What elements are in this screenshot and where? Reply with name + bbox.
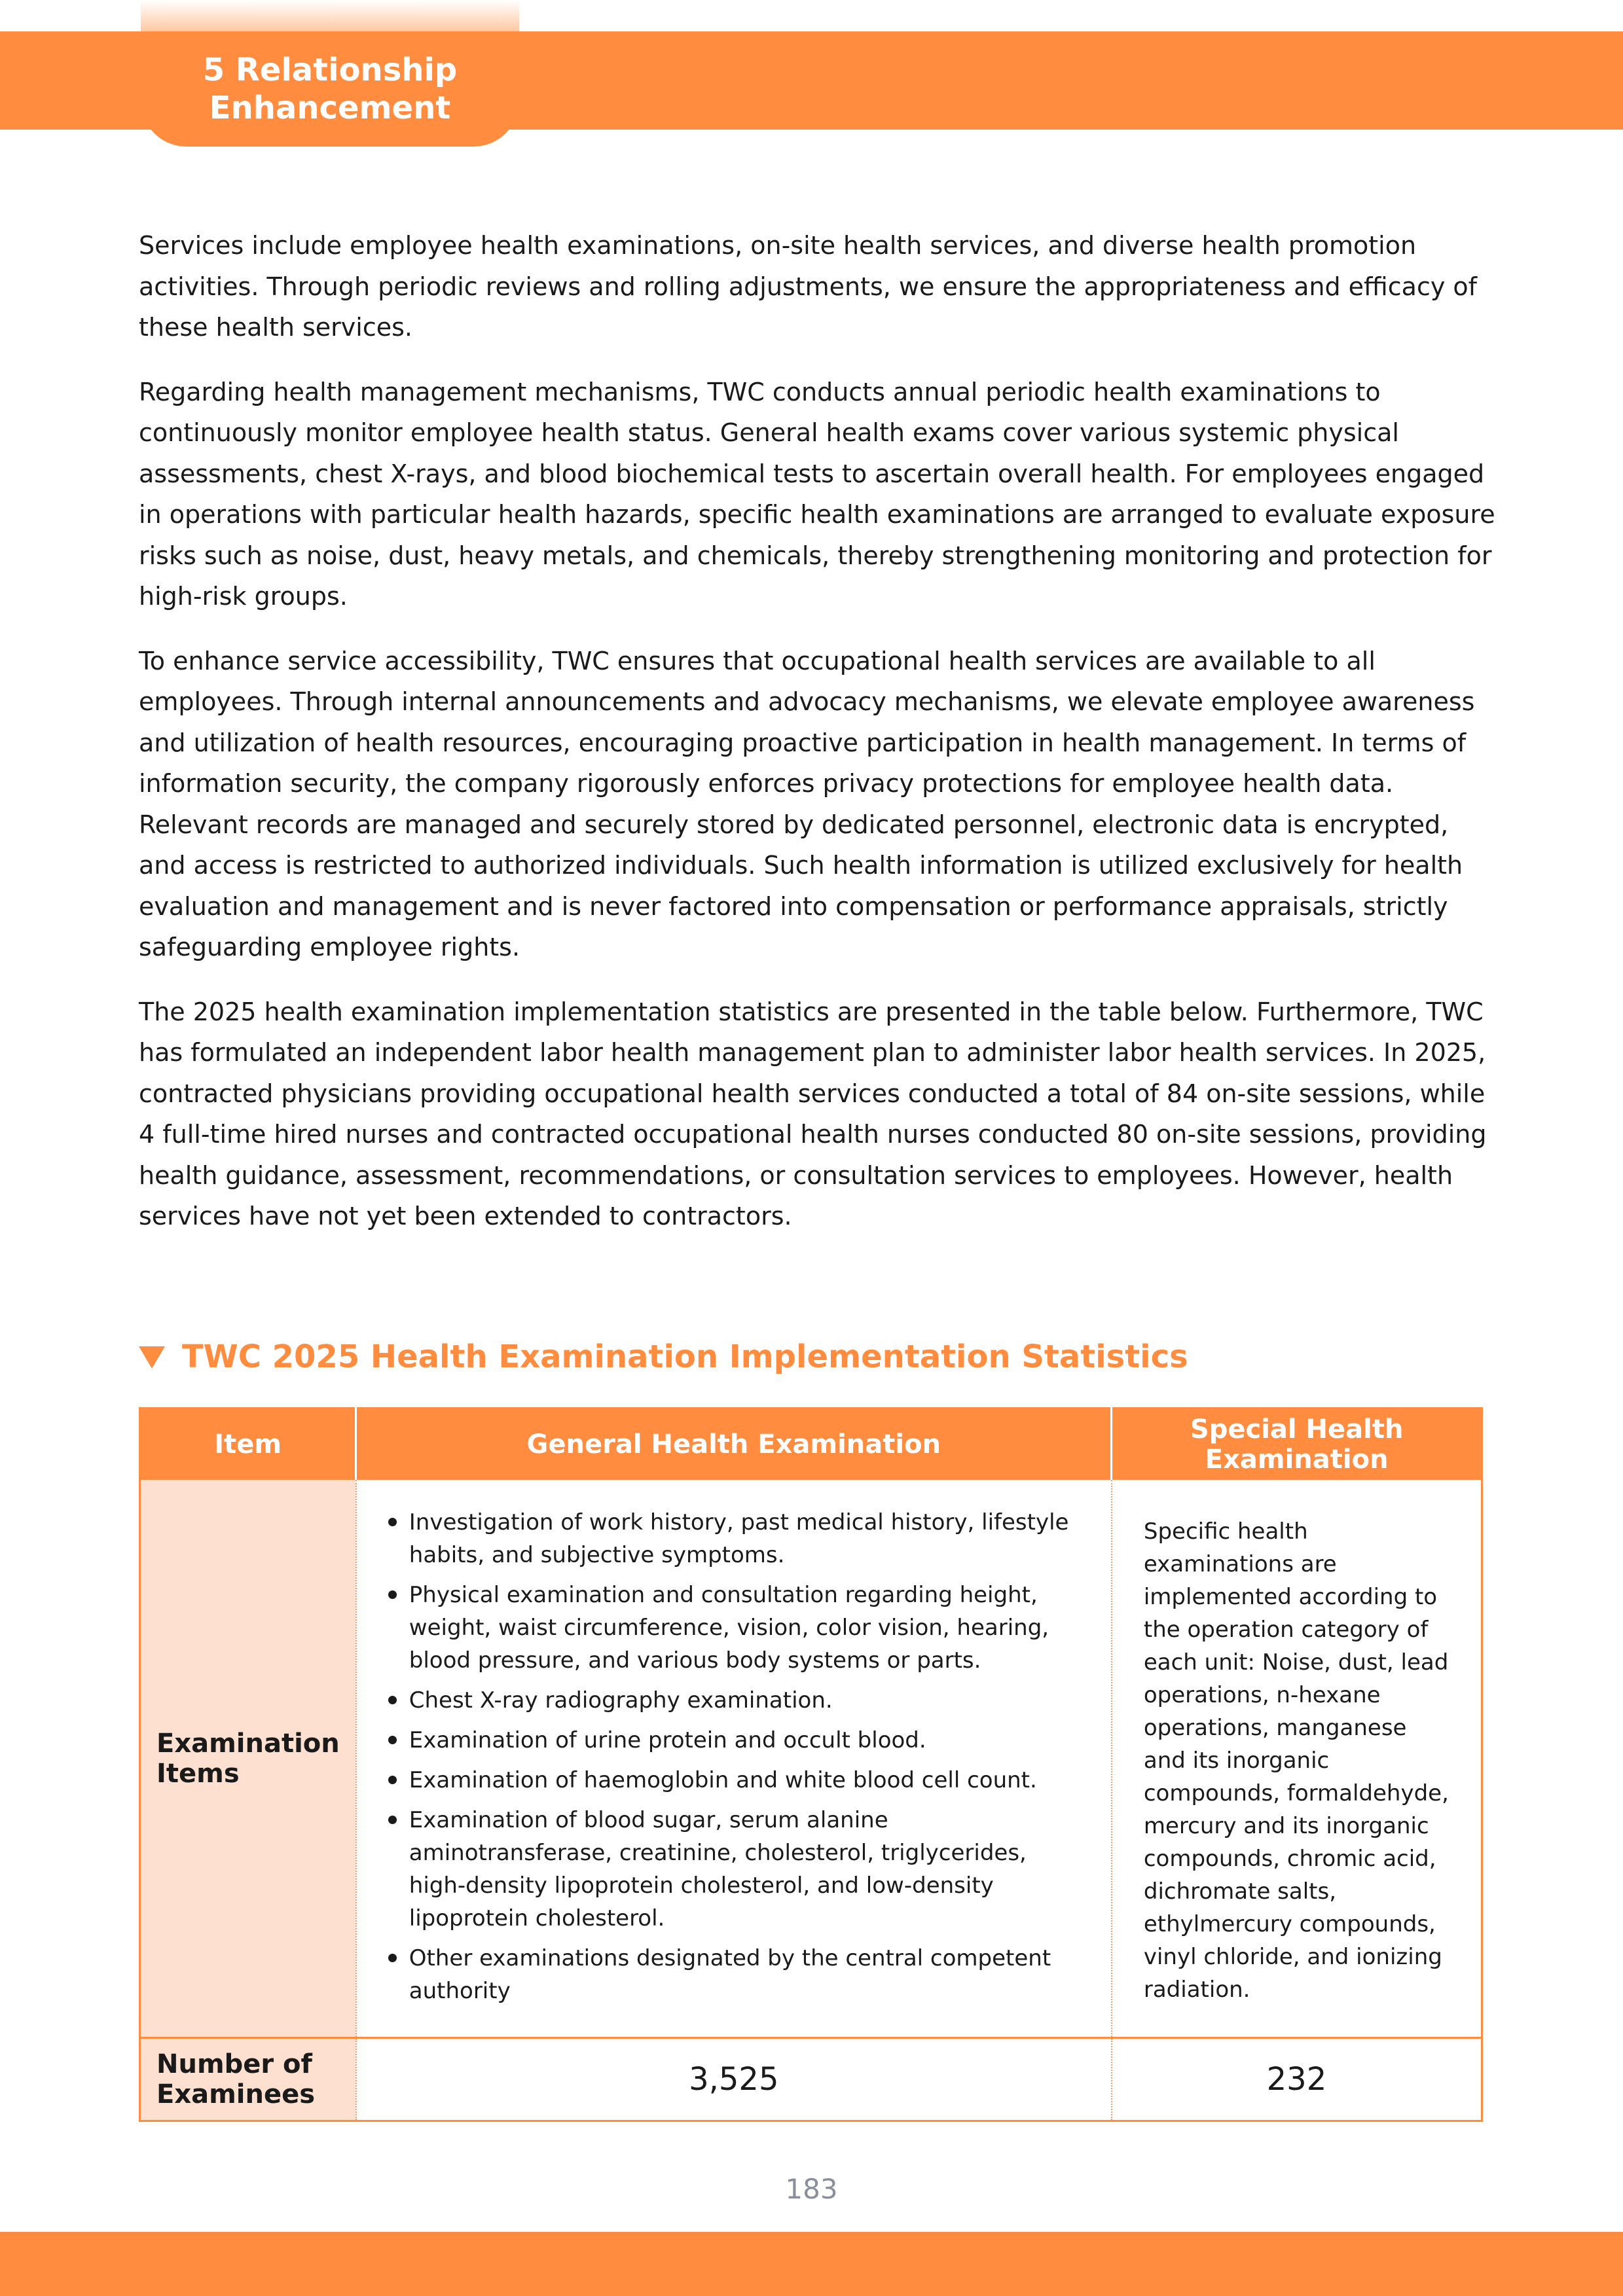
list-item: Chest X-ray radiography examination. <box>388 1684 1072 1717</box>
row-label-examinees: Number of Examinees <box>140 2038 356 2121</box>
paragraph: The 2025 health examination implementation statistics are presented in the table below. Furthermore, TWC has formulated an independent labor health management plan to administer labor health services. In 2025, contracted physicians providing occupational health services conducted a total of 84 on-site sessions, while 4 full-time hired nurses and contracted occupational health nurses conducted 80 on-site sessions, providing health guidance, assessment, recommendations, or consultation services to employees. However, health services have not yet been extended to contractors. <box>139 997 1487 1230</box>
table-header-row <box>140 1408 1482 1480</box>
general-examinees-count: 3,525 <box>356 2038 1112 2121</box>
section-title <box>139 1335 1188 1378</box>
general-exam-items-list <box>388 1506 1072 2007</box>
list-item: Examination of haemoglobin and white blood cell count. <box>388 1764 1072 1797</box>
paragraph: To enhance service accessibility, TWC ensures that occupational health services are available to all employees. Through internal announcements and advocacy mechanisms, we elevate employee awareness and utilization of health resources, encouraging proactive participation in health management. In terms of information security, the company rigorously enforces privacy protections for employee health data. Relevant records are managed and securely stored by dedicated personnel, electronic data is encrypted, and access is restricted to authorized individuals. Such health information is utilized exclusively for health evaluation and management and is never factored into compensation or performance appraisals, strictly safeguarding employee rights. <box>139 646 1475 961</box>
health-exam-table <box>139 1407 1483 2122</box>
list-item: Investigation of work history, past medical history, lifestyle habits, and subjective symptoms. <box>388 1506 1072 1571</box>
section-title-text: TWC 2025 Health Examination Implementation Statistics <box>182 1338 1188 1375</box>
general-exam-items-cell <box>356 1480 1112 2038</box>
row-label-examination-items: Examination Items <box>140 1480 356 2038</box>
chapter-tab-fade <box>141 0 519 31</box>
chapter-tab <box>141 31 519 147</box>
list-item: Examination of blood sugar, serum alanine aminotransferase, creatinine, cholesterol, triglycerides, high-density lipoprotein cholesterol, and low-density lipoprotein cholesterol. <box>388 1804 1072 1935</box>
list-item: Other examinations designated by the central competent authority <box>388 1942 1072 2007</box>
body-text <box>139 225 1501 1261</box>
footer-band <box>0 2232 1623 2296</box>
special-examinees-count: 232 <box>1112 2038 1482 2121</box>
list-item: Physical examination and consultation regarding height, weight, waist circumference, vision, color vision, hearing, blood pressure, and various body systems or parts. <box>388 1579 1072 1677</box>
column-header-item: Item <box>140 1408 356 1480</box>
column-header-special: Special Health Examination <box>1112 1408 1482 1480</box>
special-exam-items-cell <box>1112 1480 1482 2038</box>
triangle-down-icon <box>139 1346 165 1369</box>
table-row-examinees <box>140 2038 1482 2121</box>
special-exam-description: Specific health examinations are implemented according to the operation category of each unit: Noise, dust, lead operations, n-hexane operations, manganese and its inorganic compounds, formaldehyde, mercury and its inorganic compounds, chromic acid, dichromate salts, ethylmercury compounds, vinyl chloride, and ionizing radiation. <box>1143 1518 1449 2003</box>
list-item: Examination of urine protein and occult blood. <box>388 1724 1072 1757</box>
paragraph: Services include employee health examinations, on-site health services, and diverse health promotion activities. Through periodic reviews and rolling adjustments, we ensure the appropriateness and efficacy of these health services. <box>139 231 1478 342</box>
column-header-general: General Health Examination <box>356 1408 1112 1480</box>
page-number: 183 <box>785 2173 838 2205</box>
chapter-tab-label: 5 Relationship Enhancement <box>202 52 458 126</box>
table-row-examination-items <box>140 1480 1482 2038</box>
paragraph: Regarding health management mechanisms, TWC conducts annual periodic health examinations to continuously monitor employee health status. General health exams cover various systemic physical assessments, chest X-rays, and blood biochemical tests to ascertain overall health. For employees engaged in operations with particular health hazards, specific health examinations are arranged to evaluate exposure risks such as noise, dust, heavy metals, and chemicals, thereby strengthening monitoring and protection for high-risk groups. <box>139 377 1495 611</box>
